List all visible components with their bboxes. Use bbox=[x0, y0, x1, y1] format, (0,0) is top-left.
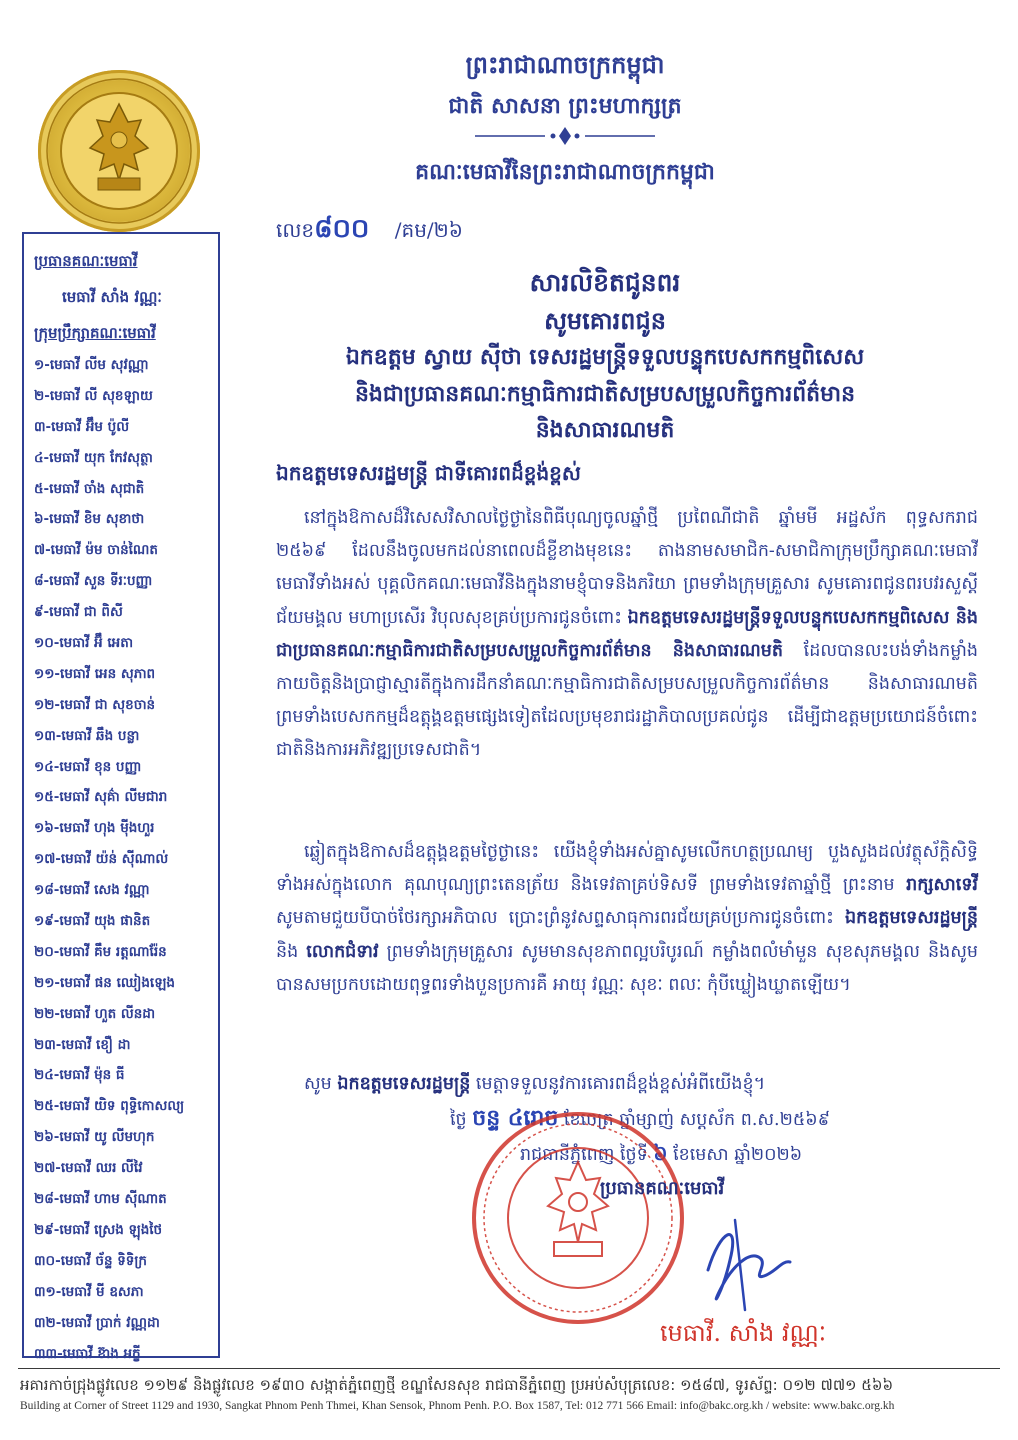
recipient-line-2: និងជាប្រធានគណៈកម្មាធិការជាតិសម្របសម្រួលកិច្ចការព័ត៌មាន bbox=[354, 381, 856, 407]
paragraph-2-bold-minister: ឯកឧត្តមទេសរដ្ឋមន្ត្រី bbox=[845, 908, 978, 929]
paragraph-2-deity-name: រាក្សសាទេវី bbox=[906, 875, 978, 896]
list-item: ១៨-មេធាវី សេង វណ្ណា bbox=[34, 882, 150, 899]
list-item: ៩-មេធាវី ជា ពិសី bbox=[34, 604, 123, 621]
handwritten-signature-icon bbox=[690, 1200, 800, 1320]
paragraph-2-text-g: ព្រមទាំងក្រុមគ្រួសារ សូមមានសុខភាពល្អបរិបូរណ៍ កម្លាំងពលំមាំមួន សុខសុភមង្គល និងសូមបានសមប្រកបដោយពុទ្ធពរទាំងបួនប្រការគឺ អាយុ វណ្ណៈ សុខៈ ពលៈ កុំបីឃ្លៀងឃ្លាតឡើយ។ bbox=[276, 941, 978, 995]
paragraph-2 bbox=[276, 836, 978, 1002]
list-item: ២១-មេធាវី ផន ឈៀងឡេង bbox=[34, 974, 175, 991]
kingdom-heading: ព្រះរាជាណាចក្រកម្ពុជា bbox=[465, 50, 665, 79]
list-item: ៦-មេធាវី ខិម សុខាថា bbox=[34, 511, 145, 528]
list-item: ១១-មេធាវី អេន សុភាព bbox=[34, 665, 156, 682]
lunar-date-handwritten: ចន្ទ ៤រោច bbox=[472, 1105, 559, 1131]
footer-address-english: Building at Corner of Street 1129 and 1930, Sangkat Phnom Penh Thmei, Khan Sensok, Phnom Penh. P.O. Box 1587, Tel: 012 771 566 Email: info@bakc.org.kh / website: www.bakc.org.kh bbox=[20, 1400, 895, 1412]
paragraph-2-text-c: សូមតាមជួយបីបាច់ថែរក្សាអភិបាល ប្រោះព្រំនូវសព្ទសាធុការពរជ័យគ្រប់ប្រការជូនចំពោះ bbox=[276, 908, 834, 929]
list-item: ១០-មេធាវី អ៊ឹ អេតា bbox=[34, 635, 134, 652]
solar-date-day: ៦ bbox=[653, 1141, 668, 1165]
paragraph-1-bold: ឯកឧត្តមទេសរដ្ឋមន្ត្រីទទួលបន្ទុកបេសកកម្មពិសេស និងជាប្រធានគណៈកម្មាធិការជាតិសម្របសម្រួលកិច្ចការព័ត៌មាន និងសាធារណមតិ bbox=[276, 607, 978, 661]
national-motto: ជាតិ សាសនា ព្រះមហាក្សត្រ bbox=[448, 93, 682, 119]
list-item: ២៩-មេធាវី ស្រេង ឡុងថៃ bbox=[34, 1221, 163, 1238]
list-item: ២៤-មេធាវី ម៉ុន ធី bbox=[34, 1067, 125, 1084]
reference-prefix: លេខ bbox=[276, 218, 315, 242]
reference-suffix: /គម/២៦ bbox=[394, 218, 463, 242]
reference-number bbox=[276, 212, 463, 250]
salutation: ឯកឧត្តមទេសរដ្ឋមន្ត្រី ជាទីគោរពដ៏ខ្ពង់ខ្ពស់ bbox=[276, 461, 581, 485]
list-item: ៣២-មេធាវី ប្រាក់ វណ្ណដា bbox=[34, 1314, 160, 1331]
list-item: ៤-មេធាវី យុក កែវសុត្ថា bbox=[34, 449, 153, 466]
list-item: ១៤-មេធាវី ខុន បញ្ញា bbox=[34, 758, 142, 775]
list-item: ២៣-មេធាវី ខឿ ដា bbox=[34, 1036, 131, 1053]
council-sidebar bbox=[22, 232, 220, 1362]
lunar-date-suffix: ខែចេត្រ ឆ្នាំម្សាញ់ សប្តស័ក ព.ស.២៥៦៩ bbox=[563, 1110, 831, 1130]
letter-subtitle: សូមគោរពជូន bbox=[544, 306, 666, 335]
list-item: ១៣-មេធាវី ឆឹង បន្លា bbox=[34, 727, 140, 744]
paragraph-2-bold-lady: លោកជំទាវ bbox=[306, 941, 379, 962]
paragraph-1-text-c: ដែលបានលះបង់ទាំងកម្លាំងកាយចិត្តនិងប្រាជ្ញាស្មារតីក្នុងការដឹកនាំគណៈកម្មាធិការជាតិសម្របសម្រួលកិច្ចការព័ត៌មាន និងសាធារណមតិ ព្រមទាំងបេសកកម្មដ៏ឧត្តុង្គឧត្តមផ្សេងទៀតដែលប្រមុខរាជរដ្ឋាភិបាលប្រគល់ជូន ដើម្បីជាឧត្តមប្រយោជន៍ចំពោះជាតិនិងការអភិវឌ្ឍប្រទេសជាតិ។ bbox=[276, 640, 978, 761]
sidebar-president-name: មេធាវី សាំង វណ្ណៈ bbox=[62, 288, 162, 306]
paragraph-2-text-a: ឆ្លៀតក្នុងឱកាសដ៏ឧត្តុង្គឧត្តមថ្ងៃថ្ងានេះ យើងខ្ញុំទាំងអស់គ្នាសូមលើកហត្ថប្រណម្យ បួងសួងដល់វត្ថុស័ក្តិសិទ្ធិទាំងអស់ក្នុងលោក គុណបុណ្យព្រះតេនត្រ័យ និងទេវតាគ្រប់ទិសទី ព្រមទាំងទេវតាឆ្នាំថ្មី ព្រះនាម bbox=[276, 842, 978, 896]
list-item: ១៩-មេធាវី យុង ផានិត bbox=[34, 913, 151, 930]
paragraph-3-bold: ឯកឧត្តមទេសរដ្ឋមន្ត្រី bbox=[337, 1074, 471, 1094]
paragraph-3 bbox=[276, 1068, 978, 1101]
list-item: ៣៣-មេធាវី ខ៊ាង អក្ខី bbox=[34, 1345, 141, 1362]
sidebar-president-title: ប្រធានគណៈមេធាវី bbox=[34, 252, 138, 270]
lunar-date-prefix: ថ្ងៃ bbox=[450, 1110, 467, 1130]
list-item: ៣-មេធាវី អ៊ឹម ប៉ូលី bbox=[34, 418, 130, 435]
signer-name: មេធាវី. សាំង វណ្ណៈ bbox=[660, 1319, 827, 1347]
reference-handwritten-number: ៨០០ bbox=[314, 214, 370, 244]
footer-divider bbox=[18, 1368, 1000, 1369]
list-item: ២៧-មេធាវី ឈរ លីវៃ bbox=[34, 1160, 143, 1177]
list-item: ៣០-មេធាវី ច័ន្ទ ទិទិក្រ bbox=[34, 1252, 147, 1269]
organization-name: គណៈមេធាវីនៃព្រះរាជាណាចក្រកម្ពុជា bbox=[415, 159, 715, 185]
list-item: ២៦-មេធាវី យូ លីមហុក bbox=[34, 1129, 155, 1146]
list-item: ១៥-មេធាវី សុគ៌ា លីមជារា bbox=[34, 789, 168, 806]
list-item: ២-មេធាវី លី សុខឡាយ bbox=[34, 387, 153, 404]
list-item: ១៧-មេធាវី យ៉ន់ ស៊ីណាល់ bbox=[34, 851, 169, 868]
official-seal-icon bbox=[470, 1110, 686, 1326]
list-item: ៥-មេធាវី ចាំង សុជាតិ bbox=[34, 480, 145, 497]
list-item: ៧-មេធាវី ម៉ម ចាន់ណៃត bbox=[34, 542, 158, 559]
list-item: ២៨-មេធាវី ហាម ស៊ីណាត bbox=[34, 1191, 167, 1208]
sidebar-council-title: ក្រុមប្រឹក្សាគណៈមេធាវី bbox=[34, 324, 156, 342]
solar-date-prefix: រាជធានីភ្នំពេញ ថ្ងៃទី bbox=[520, 1145, 648, 1165]
list-item: ១២-មេធាវី ជា សុខចាន់ bbox=[34, 696, 156, 713]
bar-association-logo bbox=[38, 70, 200, 232]
paragraph-2-conjunction: និង bbox=[276, 941, 299, 962]
recipient-line-3: និងសាធារណមតិ bbox=[535, 417, 675, 443]
list-item: ៨-មេធាវី សួន ទីរៈបញ្ញា bbox=[34, 573, 153, 590]
paragraph-3-text-a: សូម bbox=[304, 1074, 332, 1094]
recipient-line-1: ឯកឧត្តម ស្វាយ ស៊ីថា ទេសរដ្ឋមន្ត្រីទទួលបន្ទុកបេសកកម្មពិសេស bbox=[345, 344, 865, 370]
list-item: ៣១-មេធាវី មី ឧសភា bbox=[34, 1283, 144, 1300]
list-item: ២០-មេធាវី គឹម រត្តណារ៉ែន bbox=[34, 943, 167, 960]
solar-date-suffix: ខែមេសា ឆ្នាំ២០២៦ bbox=[673, 1145, 803, 1165]
list-item: ១៦-មេធាវី ហុង ម៉ីងហួរ bbox=[34, 820, 155, 837]
list-item: ២៥-មេធាវី យិទ ពុទ្ធិកោសល្យ bbox=[34, 1098, 185, 1115]
ornament-divider-icon bbox=[465, 126, 665, 146]
list-item: ១-មេធាវី លីម សុវណ្ណា bbox=[34, 357, 149, 373]
list-item: ២២-មេធាវី ហួត លីនដា bbox=[34, 1005, 156, 1022]
paragraph-1-text-a: នៅក្នុងឱកាសដ៏វិសេសវិសាលថ្ងៃថ្ងានៃពិធីបុណ្យចូលឆ្នាំថ្មី ប្រពៃណីជាតិ ឆ្នាំមមី អដ្ឋស័ក ពុទ្ធសករាជ ២៥៦៩ ដែលនឹងចូលមកដល់នាពេលដ៏ខ្លីខាងមុខនេះ តាងនាមសមាជិក-សមាជិកាក្រុមប្រឹក្សាគណៈមេធាវី មេធាវីទាំងអស់ បុគ្គលិកគណៈមេធាវីនិងក្នុងនាមខ្ញុំបាទនិងភរិយា ព្រមទាំងក្រុមគ្រួសារ សូមគោរពជូនពរបវរសួស្តី ជ័យមង្គល មហាប្រសើរ វិបុលសុខគ្រប់ប្រការជូនចំពោះ bbox=[276, 508, 978, 628]
paragraph-1 bbox=[276, 502, 978, 768]
council-member-list bbox=[34, 350, 212, 1369]
paragraph-3-text-c: មេត្តាទទួលនូវការគោរពដ៏ខ្ពង់ខ្ពស់អំពីយើងខ្ញុំ។ bbox=[475, 1074, 766, 1094]
letter-title: សារលិខិតជូនពរ bbox=[529, 268, 681, 297]
footer-address-khmer: អគារកាច់ជ្រុងផ្លូវលេខ ១១២៩ និងផ្លូវលេខ ១៩៣០ សង្កាត់ភ្នំពេញថ្មី ខណ្ឌសែនសុខ រាជធានីភ្នំពេញ ប្រអប់សំបុត្រលេខ: ១៥៨៧, ទូរស័ព្ទ: ០១២ ៧៧១ ៥៦៦ bbox=[20, 1376, 894, 1394]
signer-title: ប្រធានគណៈមេធាវី bbox=[600, 1178, 725, 1199]
